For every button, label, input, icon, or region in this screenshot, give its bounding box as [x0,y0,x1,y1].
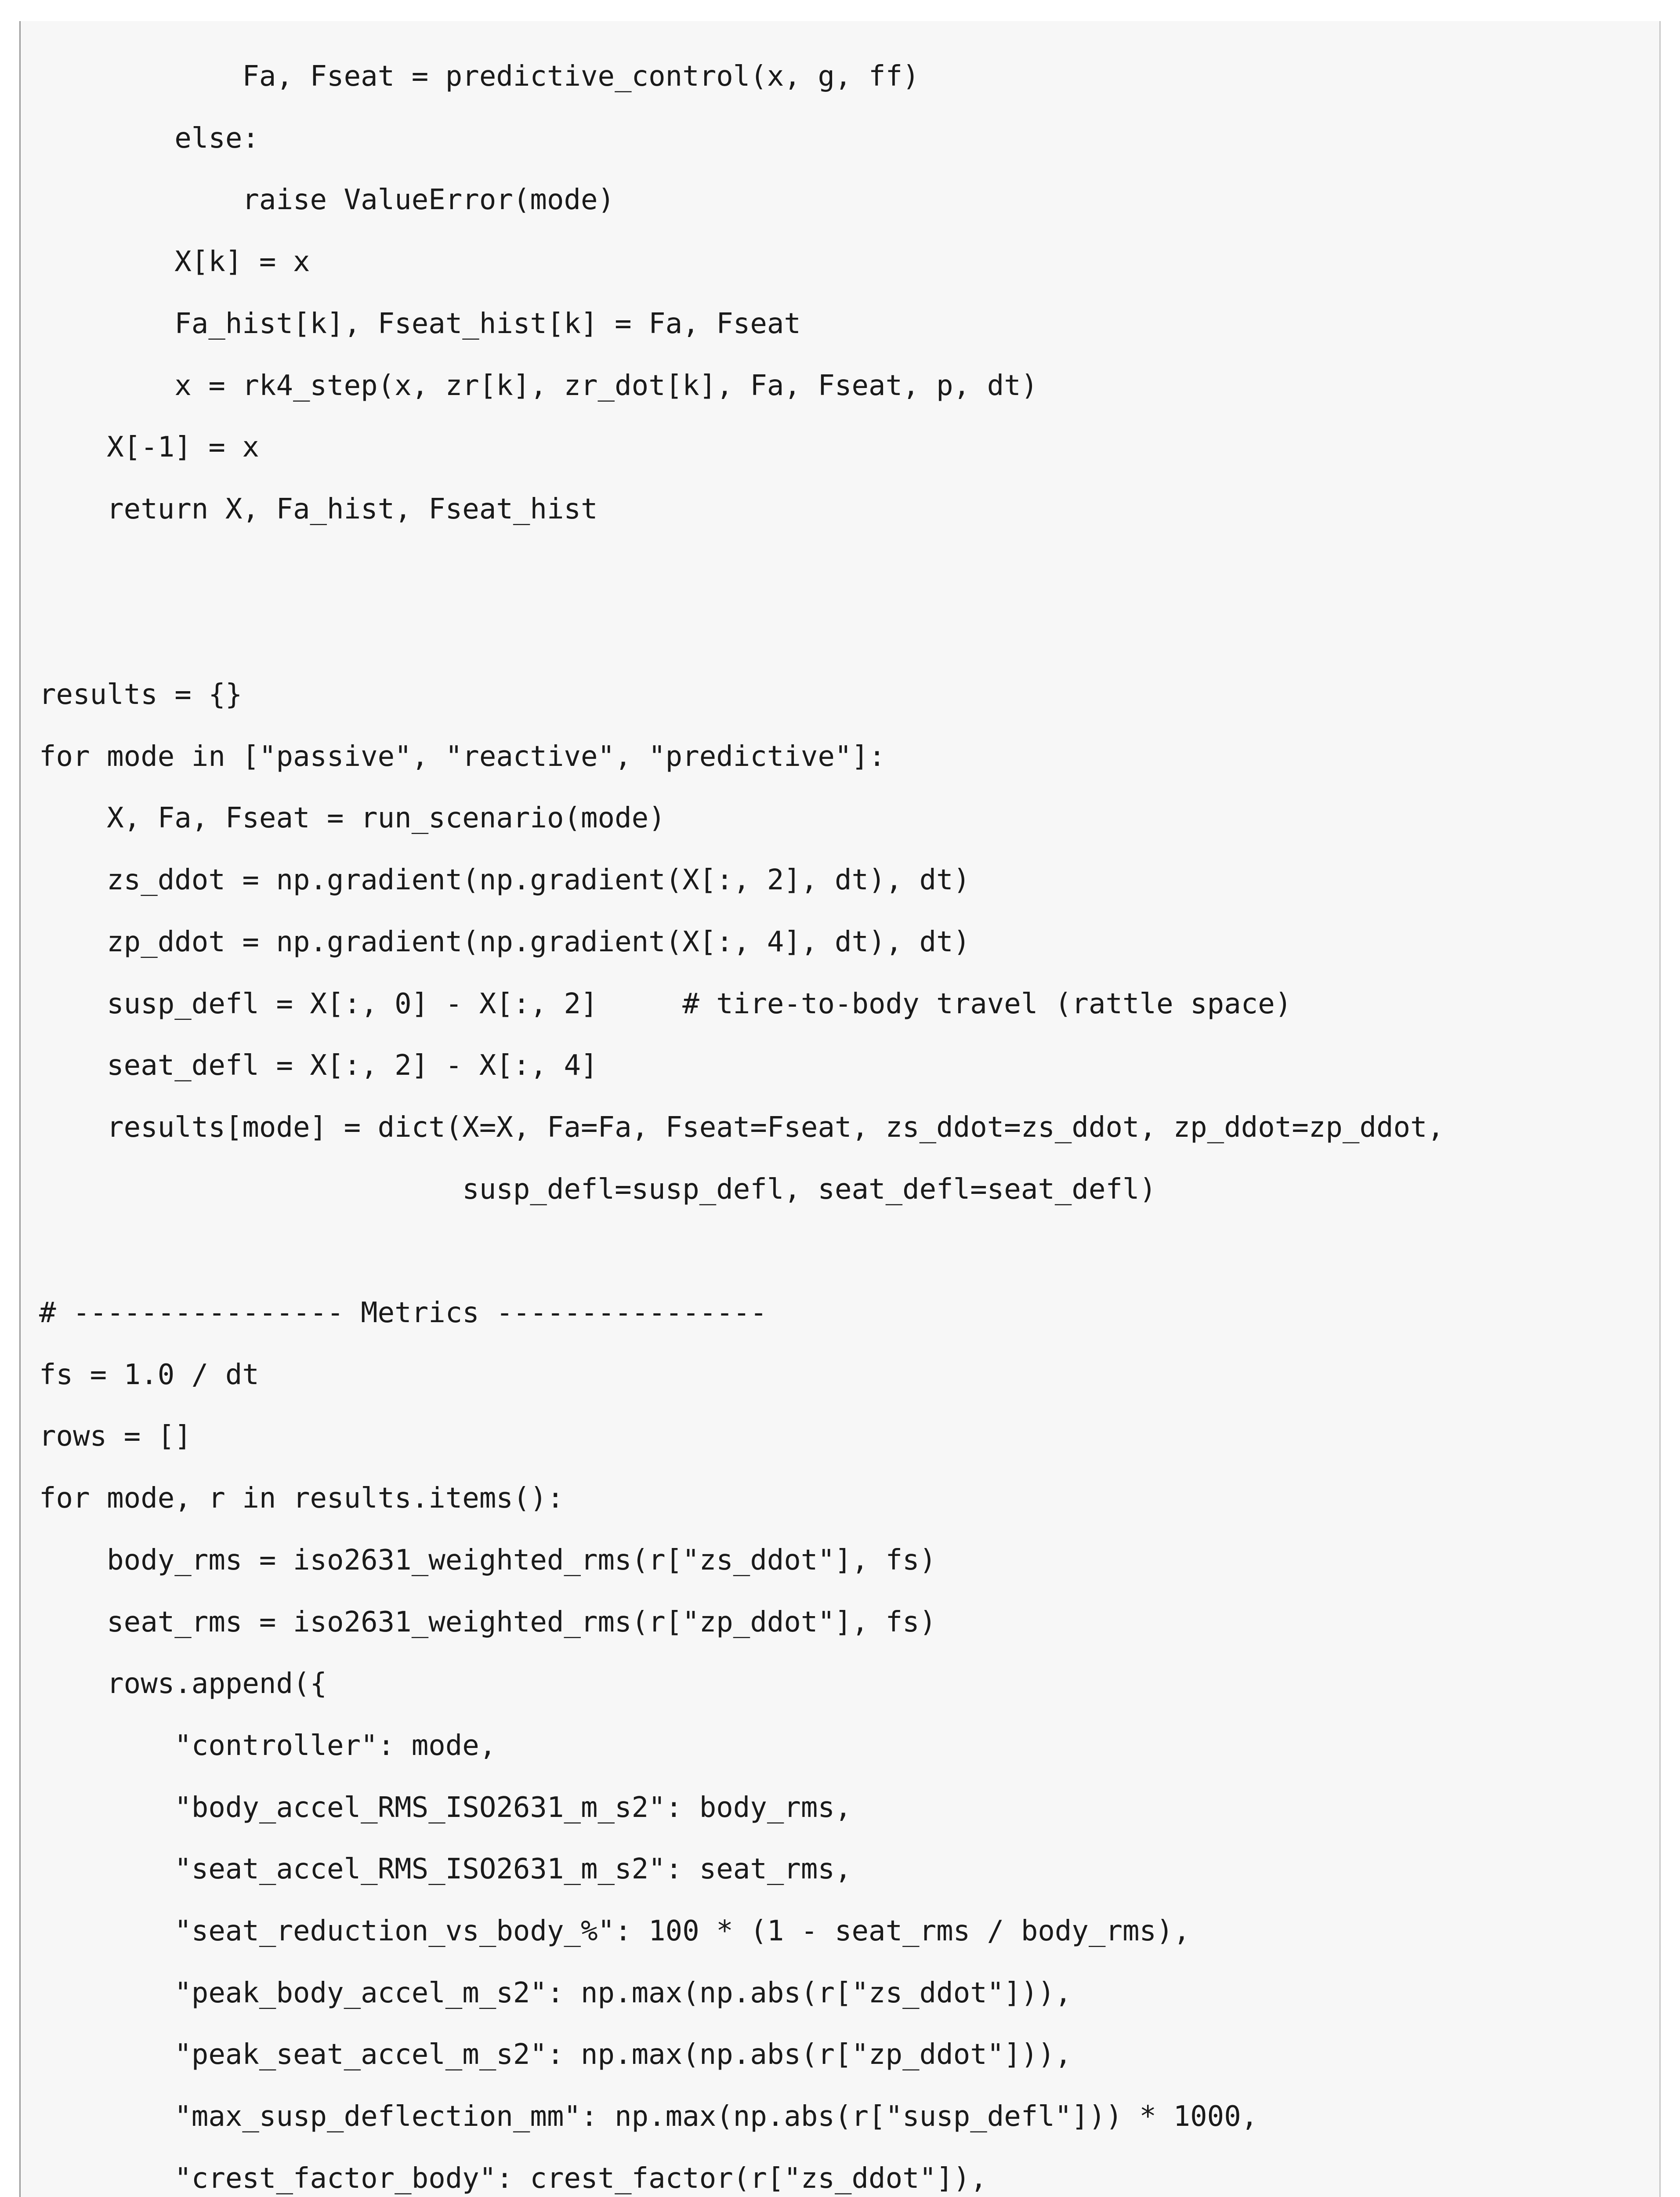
code-line: zp_ddot = np.gradient(np.gradient(X[:, 4], dt), dt) [39,925,970,958]
code-line: fs = 1.0 / dt [39,1358,259,1391]
code-line: body_rms = iso2631_weighted_rms(r["zs_ddot"], fs) [39,1544,937,1577]
code-line: X[-1] = x [39,431,259,464]
code-line: rows = [] [39,1420,192,1453]
code-line: seat_defl = X[:, 2] - X[:, 4] [39,1049,598,1082]
code-line: X[k] = x [39,246,310,279]
code-line: for mode in ["passive", "reactive", "predictive"]: [39,740,886,773]
code-line: raise ValueError(mode) [39,184,615,217]
code-line: "peak_seat_accel_m_s2": np.max(np.abs(r["zp_ddot"])), [39,2038,1072,2071]
code-line: X, Fa, Fseat = run_scenario(mode) [39,802,666,835]
code-line: zs_ddot = np.gradient(np.gradient(X[:, 2], dt), dt) [39,864,970,897]
code-line: "crest_factor_body": crest_factor(r["zs_ddot"]), [39,2162,987,2195]
code-line: "controller": mode, [39,1729,496,1762]
code-block [19,21,1661,2197]
code-line: results = {} [39,678,243,711]
code-line: "seat_accel_RMS_ISO2631_m_s2": seat_rms, [39,1853,852,1886]
code-line: Fa_hist[k], Fseat_hist[k] = Fa, Fseat [39,307,801,340]
code-line: seat_rms = iso2631_weighted_rms(r["zp_ddot"], fs) [39,1606,937,1639]
code-line: "seat_reduction_vs_body_%": 100 * (1 - seat_rms / body_rms), [39,1915,1191,1947]
code-line: for mode, r in results.items(): [39,1482,564,1515]
code-line: # ---------------- Metrics ---------------- [39,1297,767,1329]
code-line: Fa, Fseat = predictive_control(x, g, ff) [39,60,920,93]
code-line: return X, Fa_hist, Fseat_hist [39,493,598,526]
code-line: susp_defl=susp_defl, seat_defl=seat_defl) [39,1173,1157,1206]
code-line: rows.append({ [39,1668,327,1700]
code-line: else: [39,122,259,155]
code-line: results[mode] = dict(X=X, Fa=Fa, Fseat=Fseat, zs_ddot=zs_ddot, zp_ddot=zp_ddot, [39,1111,1445,1144]
code-line: "body_accel_RMS_ISO2631_m_s2": body_rms, [39,1791,852,1824]
code-line: "max_susp_deflection_mm": np.max(np.abs(r["susp_defl"])) * 1000, [39,2100,1258,2133]
code-line: "peak_body_accel_m_s2": np.max(np.abs(r["zs_ddot"])), [39,1976,1072,2009]
code-line: x = rk4_step(x, zr[k], zr_dot[k], Fa, Fseat, p, dt) [39,369,1038,402]
code-line: susp_defl = X[:, 0] - X[:, 2] # tire-to-body travel (rattle space) [39,987,1292,1020]
